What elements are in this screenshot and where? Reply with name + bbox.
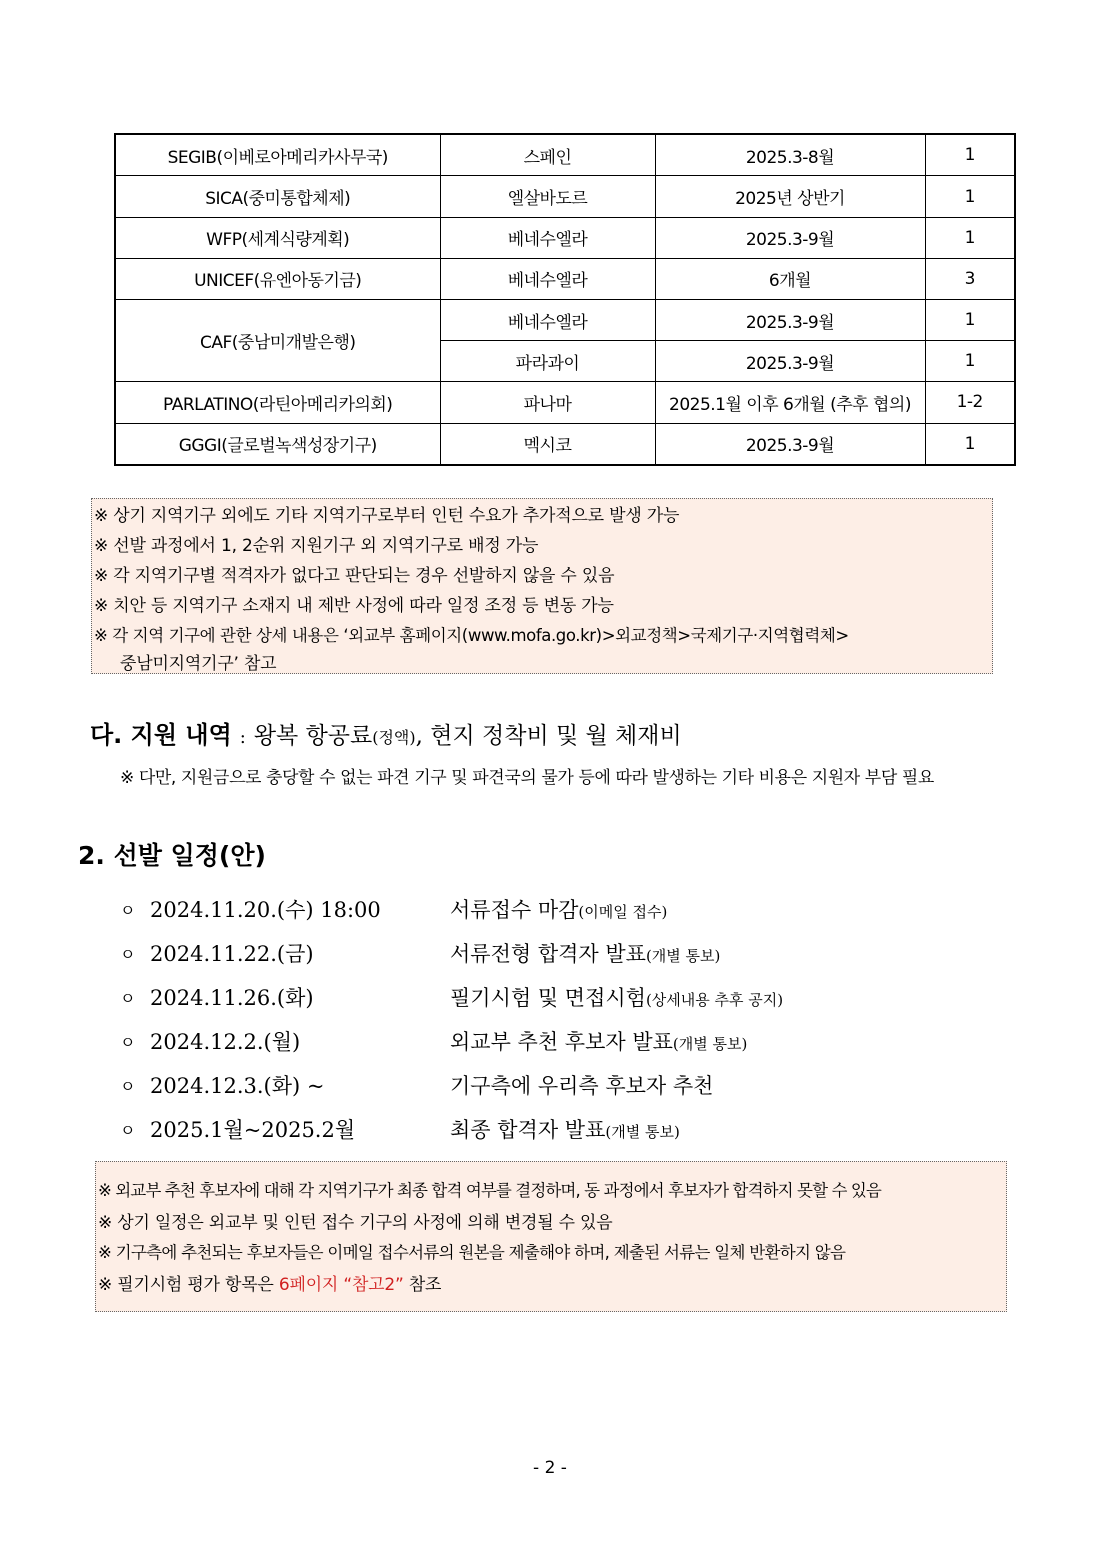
org-cell: SEGIB(이베로아메리카사무국) <box>115 134 440 176</box>
period-cell: 2025년 상반기 <box>655 176 925 217</box>
schedule-date: 2024.11.22.(금) <box>150 942 314 966</box>
country-cell: 파라과이 <box>440 341 655 382</box>
country-cell: 베네수엘라 <box>440 299 655 340</box>
note-line: ※ 상기 일정은 외교부 및 인턴 접수 기구의 사정에 의해 변경될 수 있음 <box>98 1213 613 1233</box>
table-row <box>115 299 1015 340</box>
note-line <box>98 1270 441 1295</box>
period-cell: 2025.3-9월 <box>655 423 925 465</box>
schedule-desc-note: (개별 통보) <box>605 1123 680 1141</box>
reference-highlight: 6페이지 “참고2” <box>278 1275 404 1295</box>
country-cell: 베네수엘라 <box>440 258 655 299</box>
support-text-a: 왕복 항공료 <box>253 723 373 749</box>
schedule-date: 2024.12.3.(화) ~ <box>150 1074 325 1098</box>
support-line <box>90 715 682 750</box>
period-cell: 2025.3-9월 <box>655 299 925 340</box>
page-number: - 2 - <box>533 1458 567 1478</box>
support-text-b: , 현지 정착비 및 월 체재비 <box>415 723 682 749</box>
table-row <box>115 423 1015 465</box>
bullet-icon: ㅇ <box>120 1033 136 1052</box>
count-cell: 1 <box>925 217 1015 258</box>
note-text: 참조 <box>403 1275 442 1295</box>
schedule-desc <box>450 1114 680 1144</box>
org-cell: WFP(세계식량계획) <box>115 217 440 258</box>
schedule-desc-note: (상세내용 추후 공지) <box>645 991 784 1009</box>
note-box-schedule <box>95 1161 1007 1312</box>
count-cell: 3 <box>925 258 1015 299</box>
period-cell: 2025.3-9월 <box>655 341 925 382</box>
org-cell: UNICEF(유엔아동기금) <box>115 258 440 299</box>
schedule-date: 2024.12.2.(월) <box>150 1030 301 1054</box>
country-cell: 스페인 <box>440 134 655 176</box>
bullet-icon: ㅇ <box>120 989 136 1008</box>
count-cell: 1-2 <box>925 382 1015 423</box>
count-cell: 1 <box>925 341 1015 382</box>
period-cell: 2025.1월 이후 6개월 (추후 협의) <box>655 382 925 423</box>
table-row <box>115 217 1015 258</box>
table-row <box>115 176 1015 217</box>
count-cell: 1 <box>925 423 1015 465</box>
support-colon: : <box>239 727 246 748</box>
country-cell: 엘살바도르 <box>440 176 655 217</box>
table-row <box>115 258 1015 299</box>
schedule-desc <box>450 1070 713 1100</box>
note-line: ※ 외교부 추천 후보자에 대해 각 지역기구가 최종 합격 여부를 결정하며, 동 과정에서 후보자가 합격하지 못할 수 있음 <box>98 1181 881 1200</box>
schedule-desc <box>450 1026 747 1056</box>
org-table <box>114 133 1016 466</box>
note-text: ※ 필기시험 평가 항목은 <box>98 1275 279 1295</box>
org-cell: CAF(중남미개발은행) <box>115 299 440 381</box>
schedule-desc <box>450 938 720 968</box>
schedule-date: 2024.11.20.(수) 18:00 <box>150 898 381 922</box>
schedule-desc-text: 서류전형 합격자 발표 <box>450 942 646 966</box>
org-cell: GGGI(글로벌녹색성장기구) <box>115 423 440 465</box>
country-cell: 파나마 <box>440 382 655 423</box>
note-line: ※ 각 지역기구별 적격자가 없다고 판단되는 경우 선발하지 않을 수 있음 <box>94 566 615 586</box>
note-line: ※ 기구측에 추천되는 후보자들은 이메일 접수서류의 원본을 제출해야 하며, 제출된 서류는 일체 반환하지 않음 <box>98 1243 846 1262</box>
schedule-desc <box>450 982 783 1012</box>
country-cell: 베네수엘라 <box>440 217 655 258</box>
schedule-desc-text: 필기시험 및 면접시험 <box>450 986 646 1010</box>
count-cell: 1 <box>925 176 1015 217</box>
support-heading: 다. 지원 내역 <box>90 721 232 749</box>
bullet-icon: ㅇ <box>120 945 136 964</box>
schedule-desc-text: 서류접수 마감 <box>450 898 579 922</box>
bullet-icon: ㅇ <box>120 1121 136 1140</box>
note-line: ※ 치안 등 지역기구 소재지 내 제반 사정에 따라 일정 조정 등 변동 가능 <box>94 596 614 616</box>
bullet-icon: ㅇ <box>120 901 136 920</box>
schedule-date: 2025.1월~2025.2월 <box>150 1118 356 1142</box>
support-text-a-small: (정액) <box>372 728 416 747</box>
count-cell: 1 <box>925 299 1015 340</box>
note-line: ※ 선발 과정에서 1, 2순위 지원기구 외 지역기구로 배정 가능 <box>94 536 539 556</box>
bullet-icon: ㅇ <box>120 1077 136 1096</box>
schedule-desc-text: 최종 합격자 발표 <box>450 1118 606 1142</box>
schedule-desc-text: 외교부 추천 후보자 발표 <box>450 1030 673 1054</box>
note-line: ※ 각 지역 기구에 관한 상세 내용은 ‘외교부 홈페이지(www.mofa.go.kr)>외교정책>국제기구·지역협력체> <box>94 626 849 645</box>
org-cell: SICA(중미통합체제) <box>115 176 440 217</box>
support-note: ※ 다만, 지원금으로 충당할 수 없는 파견 기구 및 파견국의 물가 등에 따라 발생하는 기타 비용은 지원자 부담 필요 <box>120 768 934 788</box>
org-cell: PARLATINO(라틴아메리카의회) <box>115 382 440 423</box>
note-box-regional <box>91 498 993 674</box>
schedule-date: 2024.11.26.(화) <box>150 986 314 1010</box>
schedule-desc-note: (개별 통보) <box>645 947 721 965</box>
period-cell: 2025.3-9월 <box>655 217 925 258</box>
country-cell: 멕시코 <box>440 423 655 465</box>
schedule-desc-text: 기구측에 우리측 후보자 추천 <box>450 1074 714 1098</box>
table-row <box>115 134 1015 176</box>
table-row <box>115 382 1015 423</box>
schedule-desc <box>450 894 667 924</box>
schedule-desc-note: (개별 통보) <box>672 1035 748 1053</box>
period-cell: 6개월 <box>655 258 925 299</box>
schedule-desc-note: (이메일 접수) <box>578 903 668 921</box>
period-cell: 2025.3-8월 <box>655 134 925 176</box>
note-line: ※ 상기 지역기구 외에도 기타 지역기구로부터 인턴 수요가 추가적으로 발생 가능 <box>94 506 680 526</box>
schedule-heading: 2. 선발 일정(안) <box>78 841 266 870</box>
note-line: 중남미지역기구’ 참고 <box>120 654 277 674</box>
count-cell: 1 <box>925 134 1015 176</box>
